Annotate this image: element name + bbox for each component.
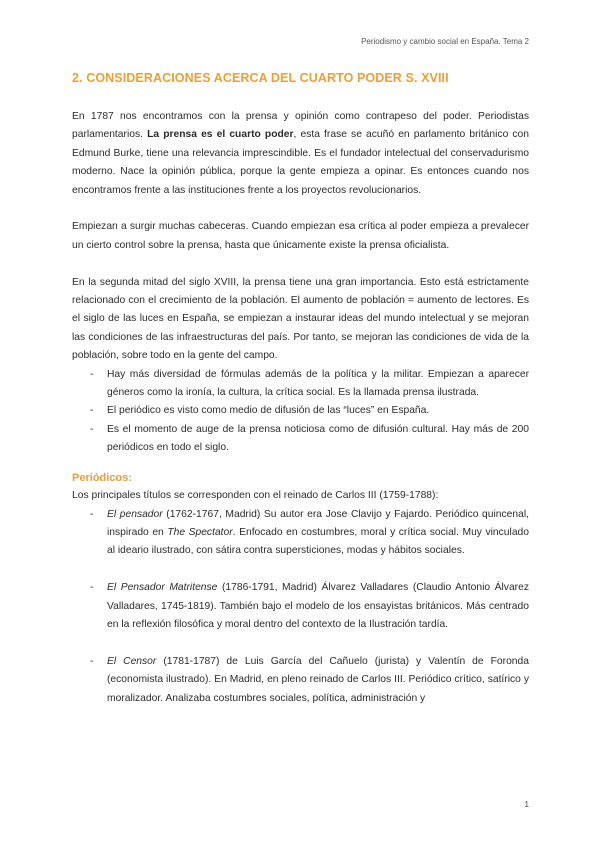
running-header: Periodismo y cambio social en España. Tema 2 xyxy=(361,37,529,46)
paragraph-1 xyxy=(72,108,529,200)
periodico-title: El Censor xyxy=(107,655,157,667)
periodico-item xyxy=(90,579,529,634)
bullet-item xyxy=(90,366,529,403)
paragraph-3: En la segunda mitad del siglo XVIII, la prensa tiene una gran importancia. Esto está estrictamente relacionado con el crecimiento de la población. El aumento de población = aumento de lectores. Es el siglo de las luces en España, se empiezan a instaurar ideas del mundo intelectual y se mejoran las condiciones de las infraestructuras del país. Por tanto, se mejoran las condiciones de vida de la población, sobre todo en la gente del campo. xyxy=(72,276,529,362)
periodico-ref: The Spectator xyxy=(167,526,233,538)
periodico-text xyxy=(107,653,529,708)
bullet-item xyxy=(90,421,529,458)
periodico-text xyxy=(107,506,529,561)
bullet-text: Es el momento de auge de la prensa noticiosa como de difusión cultural. Hay más de 200 periódicos en todo el siglo. xyxy=(107,423,529,454)
bullet-dash: - xyxy=(90,368,94,380)
paragraph-2: Empiezan a surgir muchas cabeceras. Cuando empiezan esa crítica al poder empieza a prevalecer un cierto control sobre la prensa, hasta que únicamente existe la prensa oficialista. xyxy=(72,221,529,251)
periodico-desc-a: (1762-1767, Madrid) Su autor era Jose Clavijo y Fajardo. Periódico quincenal, inspirado en xyxy=(107,508,529,538)
page-number: 1 xyxy=(524,800,529,809)
bullet-dash: - xyxy=(90,508,94,520)
bullet-item xyxy=(90,402,529,420)
periodico-item xyxy=(90,653,529,708)
periodico-item xyxy=(90,506,529,561)
periodico-desc-a: (1786-1791, Madrid) Álvarez Valladares (Claudio Antonio Álvarez Valladares, 1745-1819). También bajo el modelo de los ensayistas británicos. Más centrado en la reflexión filosófica y moral dentro del contexto de la Ilustración tardía. xyxy=(107,582,529,630)
periodicos-intro: Los principales títulos se corresponden con el reinado de Carlos III (1759-1788): xyxy=(72,490,439,502)
bullet-text: Hay más diversidad de fórmulas además de la política y la militar. Empiezan a aparecer géneros como la ironía, la cultura, la crítica social. Es la llamada prensa ilustrada. xyxy=(107,368,529,399)
subheading-periodicos: Periódicos: xyxy=(72,471,132,484)
document-body xyxy=(72,108,529,708)
bullet-dash: - xyxy=(90,655,94,667)
periodico-desc-b: . Enfocado en costumbres, moral y crítica social. Muy vinculado al ideario ilustrado, con sátira contra supersticiones, modas y hábitos sociales. xyxy=(107,526,529,557)
section-heading: 2. CONSIDERACIONES ACERCA DEL CUARTO PODER S. XVIII xyxy=(72,71,449,85)
periodico-desc-a: (1781-1787) de Luis García del Cañuelo (jurista) y Valentín de Foronda (economista ilustrado). En Madrid, en pleno reinado de Carlos III. Periódico crítico, satírico y moralizador. Analizaba costumbres sociales, política, administración y xyxy=(107,655,529,704)
periodico-text xyxy=(107,579,529,634)
bullet-dash: - xyxy=(90,423,94,435)
paragraph-1-bold: La prensa es el cuarto poder xyxy=(147,129,294,141)
bullet-dash: - xyxy=(90,582,94,594)
paragraph-1-text-a: En 1787 nos encontramos con la prensa y opinión como contrapeso del poder. Periodistas parlamentarios. xyxy=(72,111,529,141)
periodico-title: El Pensador Matritense xyxy=(107,582,218,594)
bullet-dash: - xyxy=(90,405,94,417)
paragraph-1-text-b: , esta frase se acuñó en parlamento británico con Edmund Burke, tiene una relevancia imprescindible. Es el fundador intelectual del conservadurismo moderno. Nace la opinión pública, porque la gente empieza a opinar. Es entonces cuando nos encontramos frente a las instituciones frente a los proyectos revolucionarios. xyxy=(72,129,530,196)
bullet-text: El periódico es visto como medio de difusión de las “luces” en España. xyxy=(107,405,430,417)
periodico-title: El pensador xyxy=(107,508,163,520)
